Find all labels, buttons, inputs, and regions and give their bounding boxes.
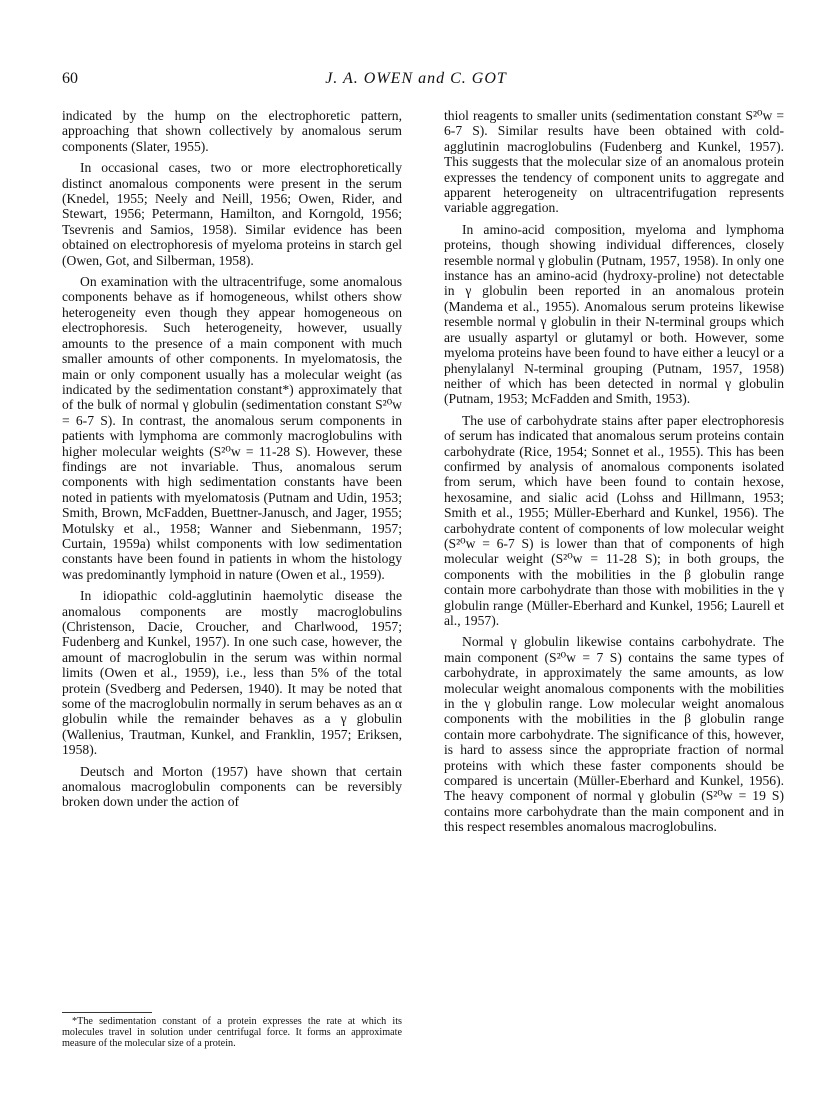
paragraph: In occasional cases, two or more electrophoretically distinct anomalous components were present in the serum (Knedel, 1955; Neely and Neill, 1956; Owen, Rider, and Stewart, 1956; Petermann, Hamilton, and Korngold, 1956; Tsevrenis and Samios, 1958). Similar evidence has been obtained on electrophoresis of myeloma proteins in starch gel (Owen, Got, and Silberman, 1958). xyxy=(62,160,402,268)
paragraph: indicated by the hump on the electrophoretic pattern, approaching that shown collectively by anomalous serum components (Slater, 1955). xyxy=(62,108,402,154)
footnote-divider xyxy=(62,1012,152,1013)
paragraph: Normal γ globulin likewise contains carbohydrate. The main component (S²⁰w = 7 S) contains the same types of carbohydrate, in approximately the same amounts, as low molecular weight anomalous components with the mobilities in the γ globulin range. Low molecular weight anomalous components with the mobilities in the β globulin range contain more carbohydrate. The significance of this, however, is hard to assess since the appropriate fraction of normal proteins with which these faster components should be compared is uncertain (Müller-Eberhard and Kunkel, 1956). The heavy component of normal γ globulin (S²⁰w = 19 S) contains more carbohydrate than the main component and in this respect resembles anomalous macroglobulins. xyxy=(444,634,784,835)
paragraph: The use of carbohydrate stains after paper electrophoresis of serum has indicated that anomalous serum proteins contain carbohydrate (Rice, 1954; Sonnet et al., 1955). This has been confirmed by analysis of anomalous components isolated from serum, which have been found to contain hexose, hexosamine, and sialic acid (Lohss and Hillmann, 1953; Smith et al., 1955; Müller-Eberhard and Kunkel, 1956). The carbohydrate content of components of low molecular weight (S²⁰w = 6-7 S) is lower than that of components of high molecular weight (S²⁰w = 11-28 S); in both groups, the components with the mobilities in the β globulin range contain more carbohydrate than those with mobilities in the γ globulin range (Müller-Eberhard and Kunkel, 1956; Laurell et al., 1957). xyxy=(444,412,784,628)
paragraph: thiol reagents to smaller units (sedimentation constant S²⁰w = 6-7 S). Similar results have been obtained with cold-agglutinin macroglobulins (Fudenberg and Kunkel, 1957). This suggests that the molecular size of an anomalous protein expresses the tendency of component units to aggregate and apparent heterogeneity on ultracentrifugation represents variable aggregation. xyxy=(444,108,784,216)
left-column xyxy=(62,108,402,816)
paragraph: In idiopathic cold-agglutinin haemolytic disease the anomalous components are mostly macroglobulins (Christenson, Dacie, Croucher, and Charlwood, 1957; Fudenberg and Kunkel, 1957). In one such case, however, the amount of macroglobulin in the serum was within normal limits (Owen et al., 1959), i.e., less than 5% of the total protein (Svedberg and Pedersen, 1940). It may be noted that some of the macroglobulin normally in serum behaves as an α globulin while the remainder behaves as a γ globulin (Wallenius, Trautman, Kunkel, and Franklin, 1957; Eriksen, 1958). xyxy=(62,588,402,758)
paragraph: Deutsch and Morton (1957) have shown that certain anomalous macroglobulin components can be reversibly broken down under the action of xyxy=(62,763,402,810)
page-number: 60 xyxy=(62,70,78,87)
right-column xyxy=(444,108,784,841)
page-header xyxy=(62,70,770,92)
footnote: *The sedimentation constant of a protein expresses the rate at which its molecules travel in solution under centrifugal force. It forms an approximate measure of the molecular size of a protein. xyxy=(62,1016,402,1050)
paragraph: In amino-acid composition, myeloma and lymphoma proteins, though showing individual differences, closely resemble normal γ globulin (Putnam, 1957, 1958). In only one instance has an amino-acid (hydroxy-proline) not detectable in γ globulin been reported in an anomalous protein (Mandema et al., 1955). Anomalous serum proteins likewise resemble normal γ globulin in their N-terminal groups which are usually aspartyl or glutamyl or both. However, some myeloma proteins have been found to have either a leucyl or a phenylalanyl N-terminal grouping (Putnam, 1957, 1958) neither of which has been detected in normal γ globulin (Putnam, 1953; McFadden and Smith, 1953). xyxy=(444,221,784,407)
paragraph: On examination with the ultracentrifuge, some anomalous components behave as if homogeneous, whilst others show heterogeneity even though they appear homogeneous on electrophoresis. Such heterogeneity, however, usually amounts to the presence of a main component with much smaller amounts of other components. In myelomatosis, the main or only component usually has a molecular weight (as indicated by the sedimentation constant*) approximately that of the bulk of normal γ globulin (sedimentation constant S²⁰w = 6-7 S). In contrast, the anomalous serum components in patients with lymphoma are commonly macroglobulins with higher molecular weights (S²⁰w = 11-28 S). However, these findings are not invariable. Thus, anomalous serum components with high sedimentation constants have been noted in patients with myelomatosis (Putnam and Udin, 1953; Smith, Brown, McFadden, Buettner-Janusch, and Jager, 1955; Motulsky et al., 1958; Wanner and Siebenmann, 1957; Curtain, 1959a) whilst components with low sedimentation constants have been found in patients in whom the histology was predominantly lymphoid in nature (Owen et al., 1959). xyxy=(62,274,402,582)
running-head: J. A. OWEN and C. GOT xyxy=(325,70,507,87)
